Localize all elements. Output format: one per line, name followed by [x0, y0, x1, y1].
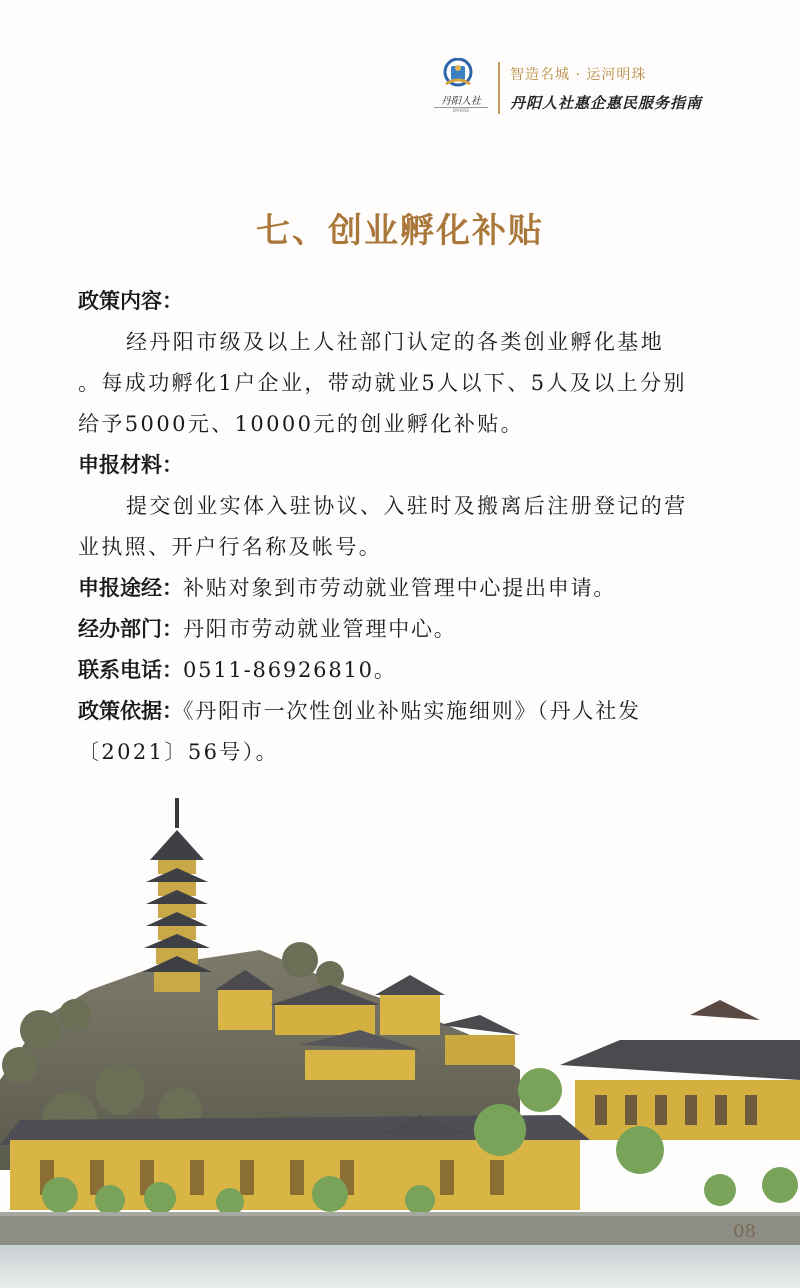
- basis-value: 《丹阳市一次性创业补贴实施细则》（丹人社发: [183, 699, 641, 723]
- route-row: [78, 573, 728, 603]
- dept-value: 丹阳市劳动就业管理中心。: [183, 617, 457, 641]
- route-value: 补贴对象到市劳动就业管理中心提出申请。: [183, 576, 617, 600]
- phone-row: [78, 655, 728, 685]
- basis-row: [78, 696, 728, 726]
- basis-label: 政策依据：: [78, 699, 183, 723]
- policy-content-heading: [78, 286, 728, 316]
- logo-subtext: DYHRSS: [434, 107, 488, 113]
- page-number: 08: [733, 1221, 756, 1242]
- content-line: 给予5000元、10000元的创业孵化补贴。: [78, 412, 525, 436]
- guide-title: 丹阳人社惠企惠民服务指南: [510, 94, 703, 112]
- dept-row: [78, 614, 728, 644]
- temple-landscape-image: [0, 790, 800, 1288]
- content-line: 。每成功孵化1户企业，带动就业5人以下、5人及以上分别: [78, 371, 687, 395]
- header-divider: [498, 62, 500, 114]
- phone-value: 0511-86926810。: [183, 658, 397, 682]
- materials-heading: [78, 450, 728, 480]
- policy-content: [78, 286, 728, 778]
- header-slogan: 智造名城 · 运河明珠: [510, 67, 647, 83]
- materials-line: 提交创业实体入驻协议、入驻时及搬离后注册登记的营: [126, 494, 688, 518]
- content-label: 政策内容：: [78, 289, 183, 313]
- content-line: 经丹阳市级及以上人社部门认定的各类创业孵化基地: [126, 330, 665, 354]
- phone-label: 联系电话：: [78, 658, 183, 682]
- page-header: [430, 58, 790, 120]
- materials-label: 申报材料：: [78, 453, 183, 477]
- section-title: 七、创业孵化补贴: [256, 211, 544, 251]
- dept-label: 经办部门：: [78, 617, 183, 641]
- route-label: 申报途经：: [78, 576, 183, 600]
- basis-line: 〔2021〕56号）。: [78, 740, 280, 764]
- materials-line: 业执照、开户行名称及帐号。: [78, 535, 383, 559]
- hrss-logo-icon: [440, 58, 476, 90]
- logo-text: 丹阳人社: [441, 96, 481, 107]
